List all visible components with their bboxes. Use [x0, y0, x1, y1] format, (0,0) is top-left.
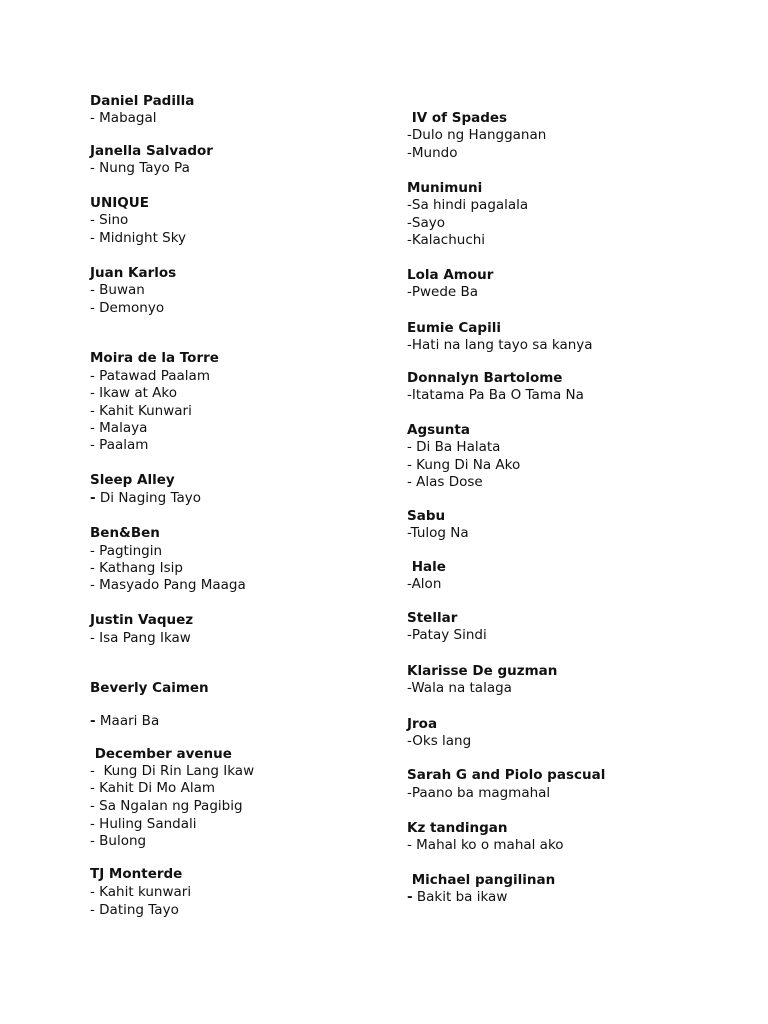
song-title	[90, 715, 159, 729]
song-title: - Masyado Pang Maaga	[90, 577, 246, 593]
song-title: -Tulog Na	[407, 525, 469, 541]
artist-name: Kz tandingan	[407, 820, 508, 836]
song-title	[90, 492, 201, 506]
song-title: -Sa hindi pagalala	[407, 197, 529, 213]
song-title: - Isa Pang Ikaw	[90, 630, 191, 646]
song-title: -Dulo ng Hangganan	[407, 127, 547, 143]
song-title: - Bulong	[90, 833, 147, 849]
song-title: -Mundo	[407, 145, 458, 161]
song-title-text: Di Naging Tayo	[95, 490, 201, 506]
song-title: - Mahal ko o mahal ako	[407, 837, 564, 853]
song-title: -Paano ba magmahal	[407, 785, 551, 801]
artist-name: IV of Spades	[407, 110, 508, 126]
artist-name: December avenue	[90, 746, 232, 762]
song-title: -Patay Sindi	[407, 627, 487, 643]
song-title: - Kung Di Na Ako	[407, 457, 521, 473]
song-title: -Kalachuchi	[407, 232, 486, 248]
artist-name: Lola Amour	[407, 267, 494, 283]
song-title: -Hati na lang tayo sa kanya	[407, 337, 593, 353]
song-title: - Sino	[90, 212, 129, 228]
song-title: -Pwede Ba	[407, 284, 479, 300]
artist-name: Juan Karlos	[90, 265, 177, 281]
song-title: -Wala na talaga	[407, 680, 512, 696]
song-title: - Kahit Di Mo Alam	[90, 780, 215, 796]
artist-name: TJ Monterde	[90, 866, 183, 882]
song-title	[407, 891, 507, 905]
artist-name: Moira de la Torre	[90, 350, 219, 366]
artist-name: Stellar	[407, 610, 458, 626]
song-title: - Kahit kunwari	[90, 884, 192, 900]
song-title: - Nung Tayo Pa	[90, 160, 190, 176]
artist-name: Justin Vaquez	[90, 612, 194, 628]
song-title: - Midnight Sky	[90, 230, 187, 246]
song-title: - Paalam	[90, 437, 149, 453]
song-title: -Sayo	[407, 215, 445, 231]
song-title: -Alon	[407, 576, 442, 592]
song-title: - Sa Ngalan ng Pagibig	[90, 798, 243, 814]
artist-name: Klarisse De guzman	[407, 663, 558, 679]
song-title: - Dating Tayo	[90, 902, 179, 918]
song-title: - Ikaw at Ako	[90, 385, 178, 401]
artist-name: Hale	[407, 559, 446, 575]
artist-name: Daniel Padilla	[90, 93, 195, 109]
song-title: - Mabagal	[90, 110, 157, 126]
artist-name: Sabu	[407, 508, 446, 524]
artist-name: Eumie Capili	[407, 320, 501, 336]
artist-name: Beverly Caimen	[90, 680, 209, 696]
artist-name: Sarah G and Piolo pascual	[407, 767, 606, 783]
artist-name: Michael pangilinan	[407, 872, 556, 888]
artist-name: Janella Salvador	[90, 143, 213, 159]
song-title: - Buwan	[90, 282, 145, 298]
dash-marker: -	[90, 713, 96, 729]
song-title: - Di Ba Halata	[407, 439, 501, 455]
song-title-text: Maari Ba	[95, 713, 160, 729]
song-title: - Kung Di Rin Lang Ikaw	[90, 763, 255, 779]
song-title-text: Bakit ba ikaw	[412, 889, 508, 905]
artist-name: Ben&Ben	[90, 525, 160, 541]
artist-name: Donnalyn Bartolome	[407, 370, 563, 386]
song-title: - Malaya	[90, 420, 148, 436]
song-title: - Demonyo	[90, 300, 165, 316]
dash-marker: -	[407, 889, 413, 905]
dash-marker: -	[90, 490, 96, 506]
song-title: - Kathang Isip	[90, 560, 183, 576]
artist-name: UNIQUE	[90, 195, 149, 211]
song-title: -Oks lang	[407, 733, 472, 749]
artist-name: Agsunta	[407, 422, 470, 438]
song-title: - Pagtingin	[90, 543, 163, 559]
song-title: - Alas Dose	[407, 474, 483, 490]
song-title: -Itatama Pa Ba O Tama Na	[407, 387, 584, 403]
song-title: - Patawad Paalam	[90, 368, 210, 384]
song-title: - Huling Sandali	[90, 816, 197, 832]
song-title: - Kahit Kunwari	[90, 403, 192, 419]
artist-name: Munimuni	[407, 180, 483, 196]
artist-name: Jroa	[407, 716, 438, 732]
artist-name: Sleep Alley	[90, 472, 175, 488]
